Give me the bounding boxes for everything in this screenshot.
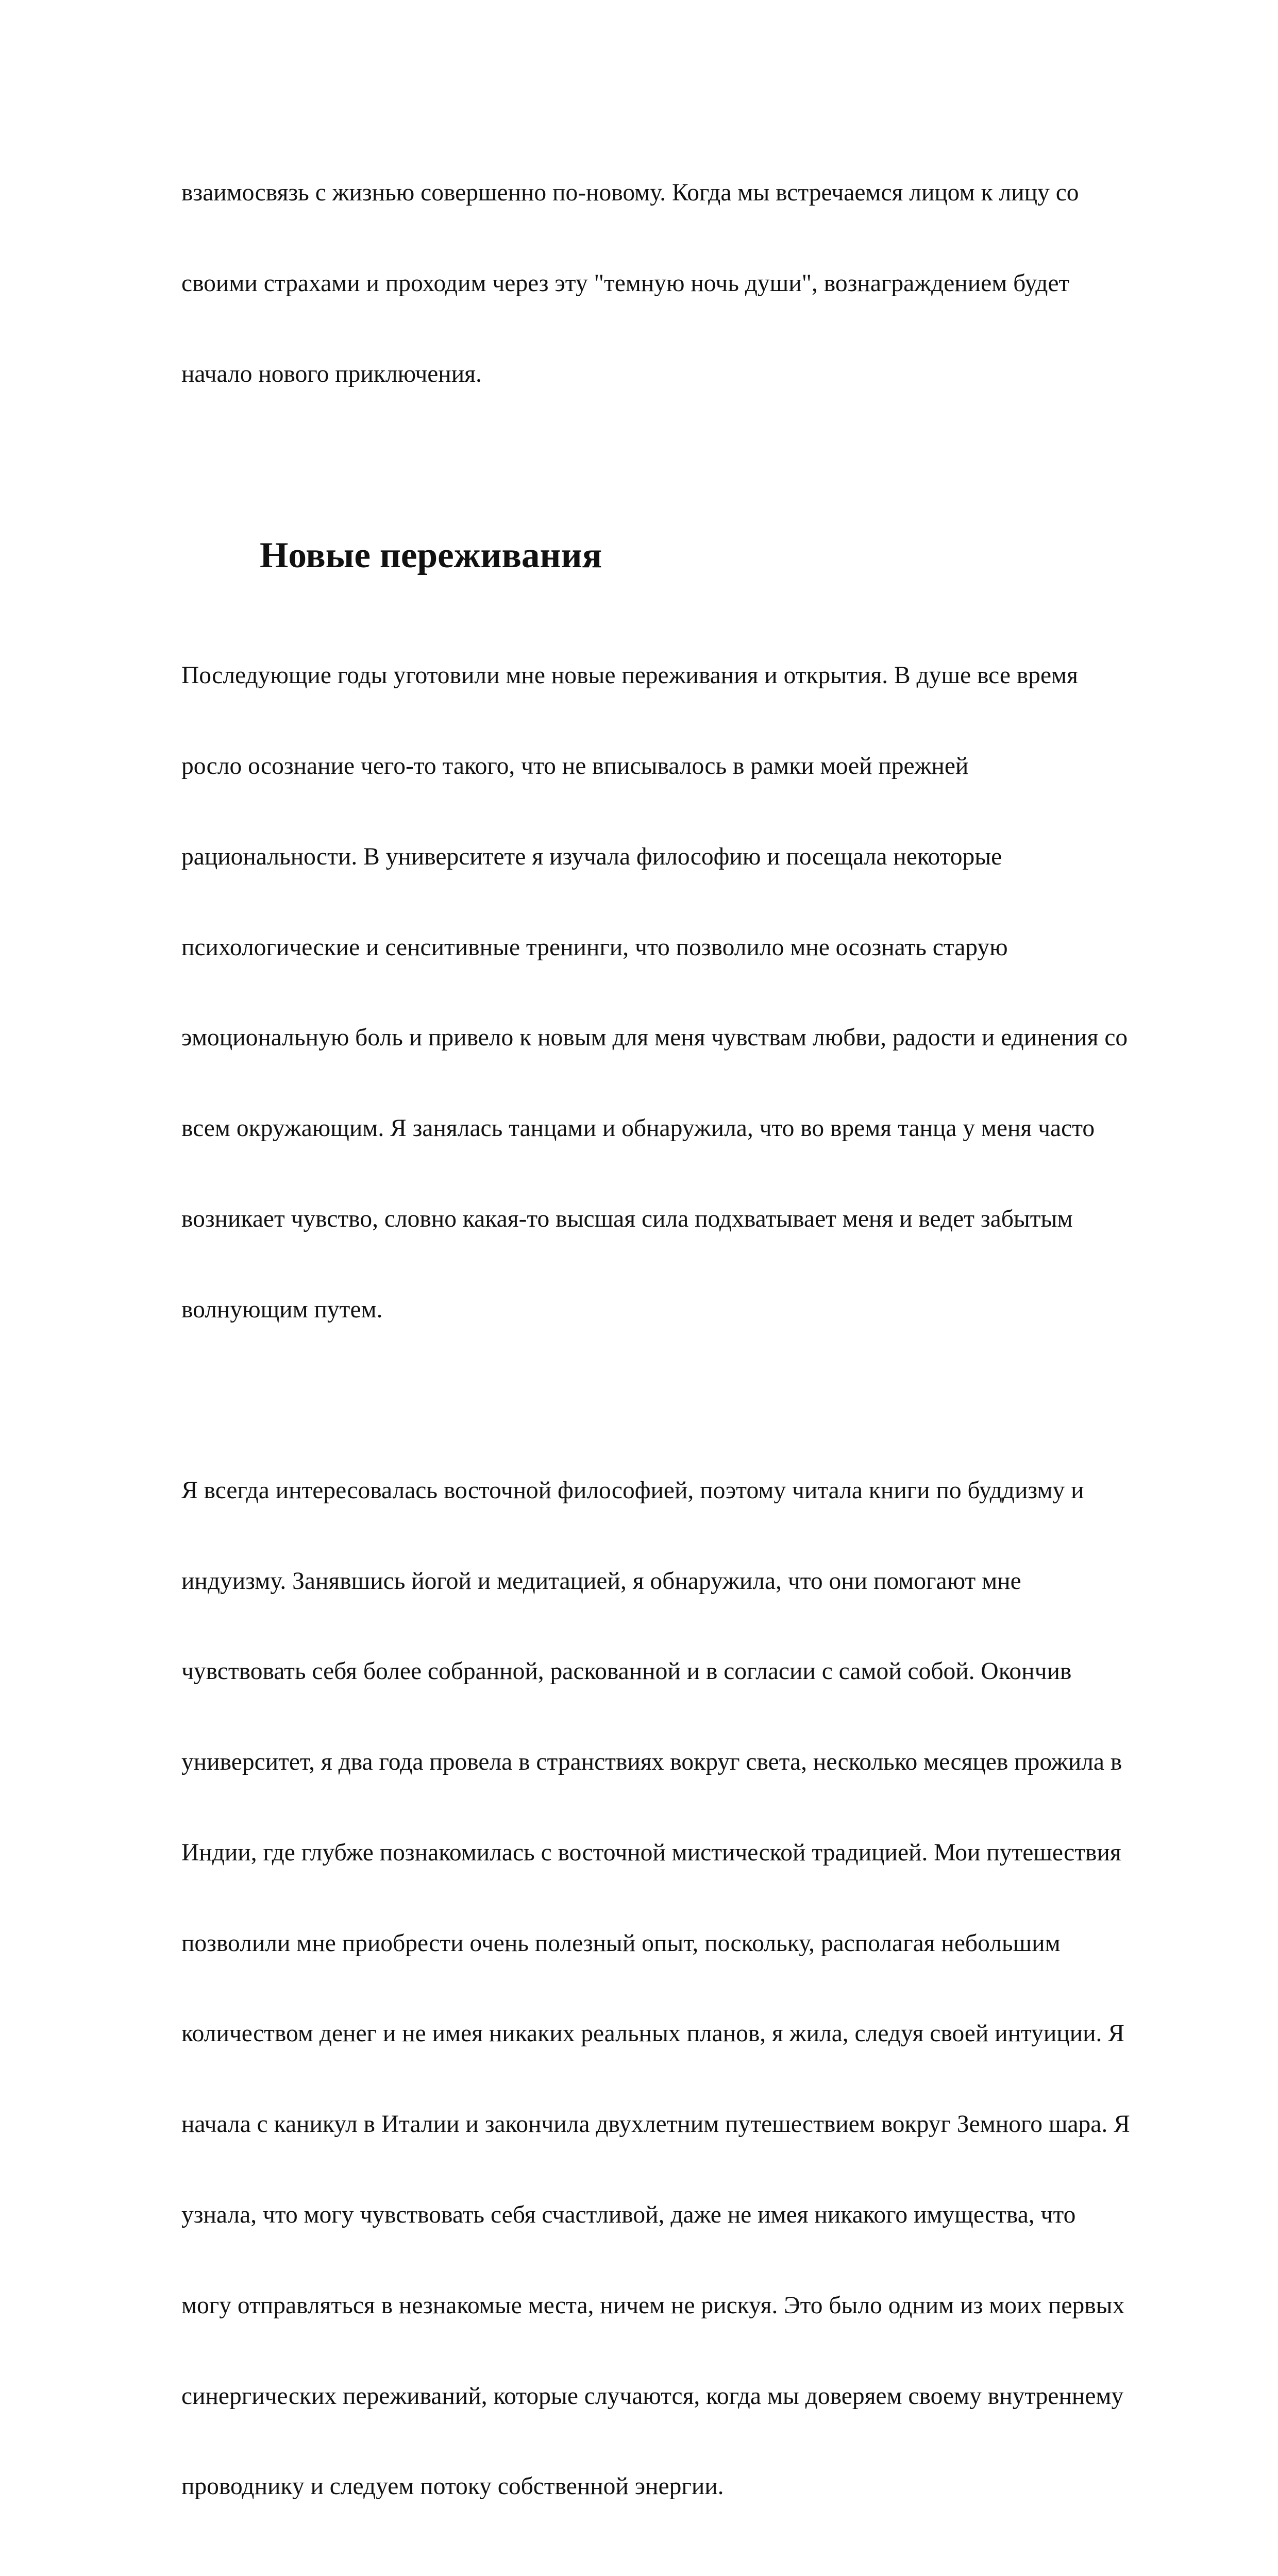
document-body xyxy=(181,117,1191,2576)
text-line: университет, я два года провела в странствиях вокруг света, несколько месяцев прожила в xyxy=(181,1749,1122,1776)
text-line: росло осознание чего-то такого, что не вписывалось в рамки моей прежней xyxy=(181,753,969,780)
text-line: психологические и сенситивные тренинги, что позволило мне осознать старую xyxy=(181,934,1008,961)
text-line: проводнику и следуем потоку собственной энергии. xyxy=(181,2473,724,2500)
text-line: Я всегда интересовалась восточной философией, поэтому читала книги по буддизму и xyxy=(181,1477,1084,1504)
text-line: позволили мне приобрести очень полезный опыт, поскольку, располагая небольшим xyxy=(181,1929,1061,1957)
text-line: взаимосвязь с жизнью совершенно по-новому. Когда мы встречаемся лицом к лицу со xyxy=(181,179,1079,207)
text-line: чувствовать себя более собранной, раскованной и в согласии с самой собой. Окончив xyxy=(181,1658,1072,1685)
text-line: рациональности. В университете я изучала философию и посещала некоторые xyxy=(181,843,1002,870)
section1-paragraph-1 xyxy=(181,600,1191,1385)
spacer xyxy=(181,1385,1191,1415)
text-line: эмоциональную боль и привело к новым для меня чувствам любви, радости и единения со xyxy=(181,1024,1128,1052)
text-line: своими страхами и проходим через эту "темную ночь души", вознаграждением будет xyxy=(181,269,1070,297)
text-line: волнующим путем. xyxy=(181,1296,383,1323)
text-line: количеством денег и не имея никаких реальных планов, я жила, следуя своей интуиции. Я xyxy=(181,2020,1124,2047)
intro-paragraph xyxy=(181,117,1191,450)
text-line: начала с каникул в Италии и закончила двухлетним путешествием вокруг Земного шара. Я xyxy=(181,2111,1130,2138)
section-heading-new-experiences: Новые переживания xyxy=(260,535,602,575)
text-line: узнала, что могу чувствовать себя счастливой, даже не имея никакого имущества, что xyxy=(181,2201,1076,2228)
text-line: могу отправляться в незнакомые места, ничем не рискуя. Это было одним из моих первых xyxy=(181,2292,1125,2319)
text-line: синергических переживаний, которые случаются, когда мы доверяем своему внутреннему xyxy=(181,2382,1124,2410)
section1-paragraph-2 xyxy=(181,1415,1191,2563)
text-line: индуизму. Занявшись йогой и медитацией, я обнаружила, что они помогают мне xyxy=(181,1567,1021,1595)
spacer xyxy=(181,2562,1191,2576)
text-line: Индии, где глубже познакомилась с восточной мистической традицией. Мои путешествия xyxy=(181,1839,1121,1866)
text-line: начало нового приключения. xyxy=(181,360,482,387)
spacer xyxy=(181,450,1191,540)
text-line: Последующие годы уготовили мне новые переживания и открытия. В душе все время xyxy=(181,662,1078,689)
text-line: возникает чувство, словно какая-то высшая сила подхватывает меня и ведет забытым xyxy=(181,1206,1073,1232)
text-line: всем окружающим. Я занялась танцами и обнаружила, что во время танца у меня часто xyxy=(181,1115,1095,1142)
